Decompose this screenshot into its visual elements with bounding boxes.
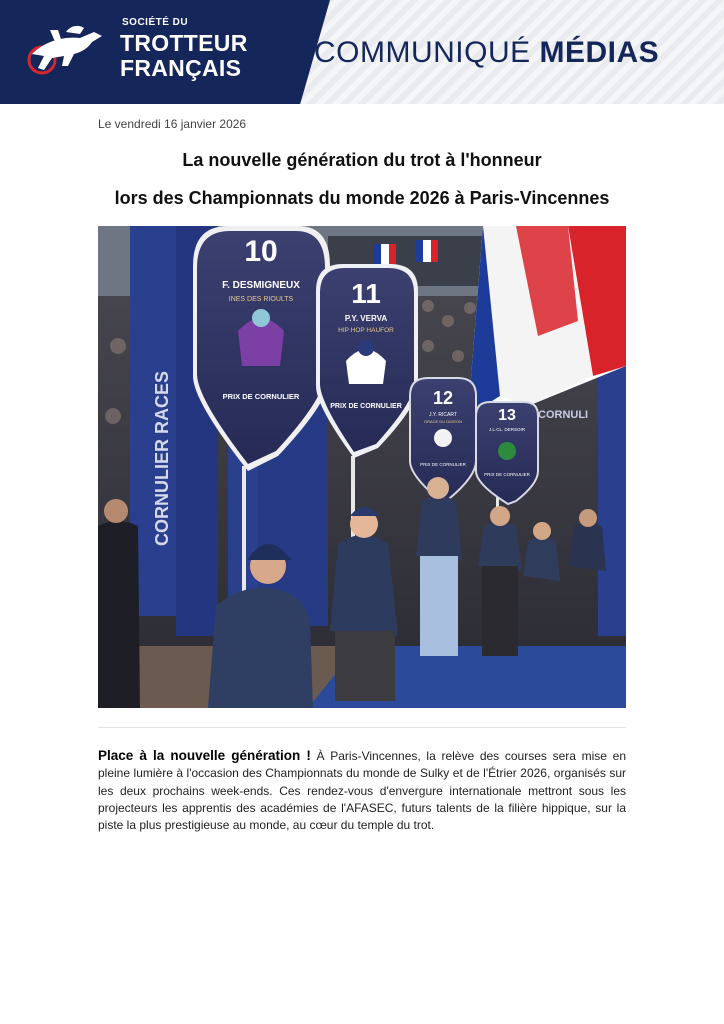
sign-race-13: PRIX DE CORNULIER [484, 472, 530, 477]
sign-horse-11: HIP HOP HAUFOR [338, 327, 394, 334]
logo-subtitle: SOCIÉTÉ DU [122, 17, 189, 28]
banner-right-text: CORNULI [538, 409, 589, 421]
headline-line1: La nouvelle génération du trot à l'honneur [182, 150, 542, 170]
header-banner [0, 0, 724, 104]
sign-driver-12: J.Y. RICART [429, 412, 457, 418]
event-photo [98, 226, 626, 708]
sign-number-12: 12 [432, 388, 454, 408]
trotter-logo-icon [22, 18, 114, 84]
sign-race-10: PRIX DE CORNULIER [222, 392, 300, 401]
intro-paragraph [98, 747, 626, 834]
banner-heading-thin: COMMUNIQUÉ [314, 36, 540, 69]
logo-title-line1: TROTTEUR [120, 30, 248, 56]
sign-race-12: PRIX DE CORNULIER [420, 462, 466, 467]
intro-lead: Place à la nouvelle génération ! [98, 748, 311, 763]
logo-title-line2: FRANÇAIS [120, 55, 242, 81]
sign-driver-11: P.Y. VERVA [344, 314, 388, 323]
sign-number-10: 10 [244, 235, 278, 268]
sign-number-11: 11 [351, 278, 381, 309]
banner-heading-bold: MÉDIAS [539, 36, 660, 69]
parade-photo-illustration [98, 226, 626, 708]
release-date: Le vendredi 16 janvier 2026 [98, 117, 247, 131]
sign-horse-12: GRACE DU DIGEON [423, 419, 463, 424]
section-divider [98, 727, 626, 728]
sign-horse-10: INES DES RIOULTS [228, 296, 294, 303]
sign-driver-10: F. DESMIGNEUX [222, 280, 300, 291]
sign-number-13: 13 [498, 407, 516, 424]
banner-heading [314, 36, 659, 70]
sign-race-11: PRIX DE CORNULIER [330, 403, 402, 410]
banner-vertical-text: CORNULIER RACES [152, 370, 172, 546]
intro-text: À Paris-Vincennes, la relève des courses sera mise en pleine lumière à l'occasion des Championnats du monde de Sulky et de l'Étrier 2026, organisés sur les deux prochains week-ends. Ces rendez-vous d'envergure internationale mettront sous les projecteurs les apprentis des académies de l'AFASEC, futurs talents de la filière hippique, sur la piste la plus prestigieuse au monde, au cœur du temple du trot. [98, 749, 626, 833]
headline-line2: lors des Championnats du monde 2026 à Paris-Vincennes [114, 188, 610, 208]
sign-driver-13: J.L.CL. DERSOIR [488, 427, 526, 432]
